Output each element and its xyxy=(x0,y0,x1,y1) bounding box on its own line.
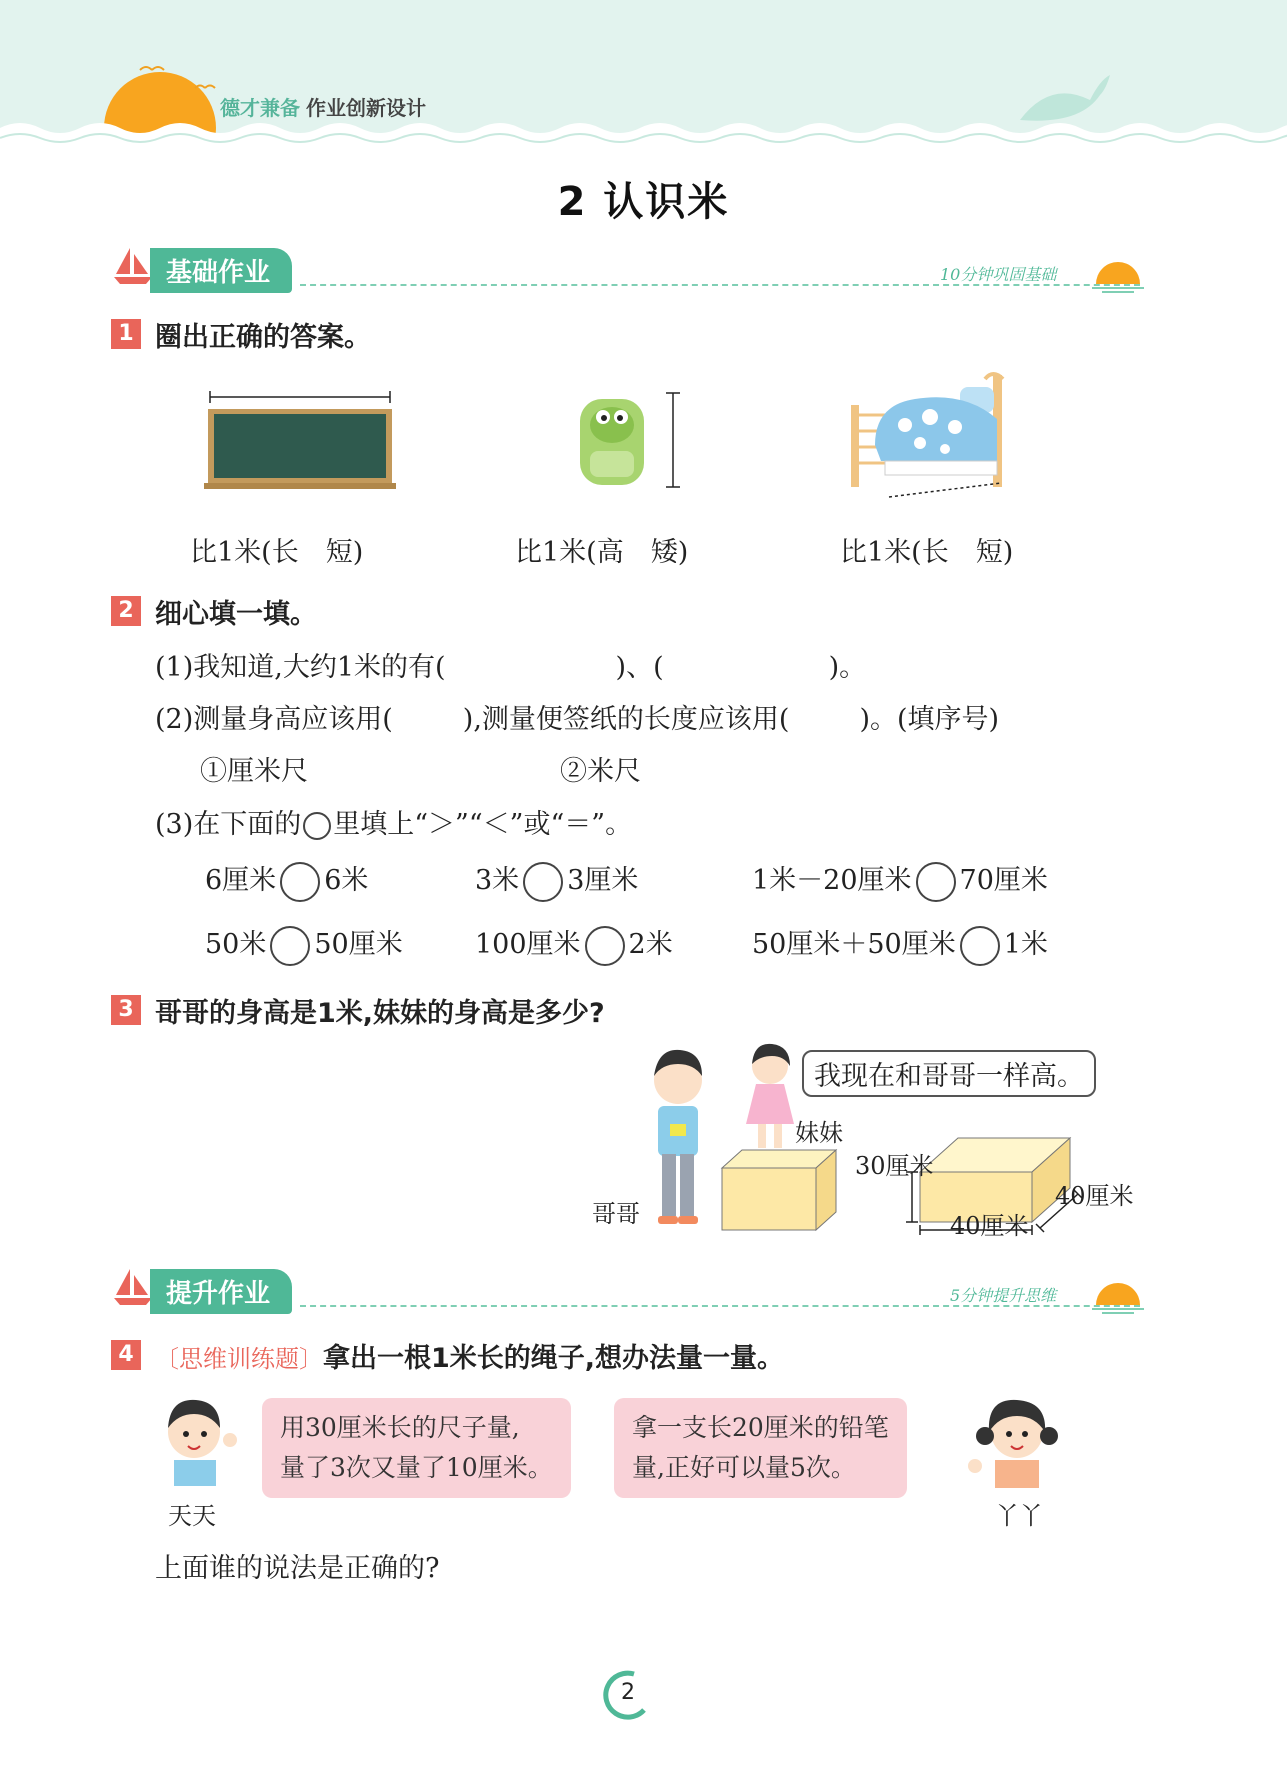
text: (2)测量身高应该用( xyxy=(155,704,393,735)
text: 2米 xyxy=(628,929,673,960)
speech-bubble xyxy=(802,1050,1096,1097)
text: 1米－20厘米 xyxy=(752,865,912,896)
section-advanced-label: 提升作业 xyxy=(150,1269,292,1314)
fill-line-2 xyxy=(155,697,999,736)
blackboard-image xyxy=(200,385,400,490)
bird-icon xyxy=(140,67,164,70)
text: 50米 xyxy=(205,929,267,960)
option-ruler-cm: ①厘米尺 xyxy=(200,756,308,787)
text: 50厘米＋50厘米 xyxy=(752,929,956,960)
speech-bubble-tiantian xyxy=(262,1398,571,1498)
text: 50厘米 xyxy=(314,929,403,960)
name-yaya: 丫丫 xyxy=(995,1502,1043,1530)
answer-option-2[interactable]: 比1米(高 矮) xyxy=(515,537,689,568)
question-number: 3 xyxy=(111,995,141,1025)
box-width-label: 40厘米 xyxy=(950,1212,1029,1240)
comparison xyxy=(475,858,638,902)
name-tiantian: 天天 xyxy=(168,1502,216,1530)
section-basic-label: 基础作业 xyxy=(150,248,292,293)
text: 拿出一根1米长的绳子,想办法量一量。 xyxy=(323,1343,785,1374)
text: 里填上“＞”“＜”或“＝”。 xyxy=(333,809,633,840)
answer-option-1[interactable]: 比1米(长 短) xyxy=(190,537,364,568)
section-basic-hint: 10分钟巩固基础 xyxy=(940,265,1057,284)
question-number: 4 xyxy=(111,1340,141,1370)
fill-line-1 xyxy=(155,645,866,684)
text: 3米 xyxy=(475,865,520,896)
question-text xyxy=(155,1336,784,1375)
section-advanced-hint: 5分钟提升思维 xyxy=(950,1286,1057,1305)
backpack-image xyxy=(570,385,690,495)
speech-text: 我现在和哥哥一样高。 xyxy=(814,1061,1084,1092)
text: 70厘米 xyxy=(959,865,1048,896)
comparison xyxy=(475,922,673,966)
question-number: 2 xyxy=(111,596,141,626)
text: )、( xyxy=(615,652,664,683)
text: 6厘米 xyxy=(205,865,277,896)
question-text: 圈出正确的答案。 xyxy=(155,322,371,353)
box-depth-label: 40厘米 xyxy=(1055,1182,1134,1210)
sunset-icon xyxy=(1092,1275,1144,1315)
answer-circle[interactable] xyxy=(585,926,625,966)
text: (1)我知道,大约1米的有( xyxy=(155,652,446,683)
whale-icon xyxy=(1020,75,1110,121)
text: )。(填序号) xyxy=(859,704,1000,735)
comparison xyxy=(205,858,368,902)
bubble-line: 量了3次又量了10厘米。 xyxy=(280,1453,553,1482)
question-tag: 〔思维训练题〕 xyxy=(155,1345,323,1373)
bubble-line: 量,正好可以量5次。 xyxy=(632,1453,856,1482)
answer-circle[interactable] xyxy=(960,926,1000,966)
page-title: 2 认识米 xyxy=(557,179,730,225)
comparison xyxy=(752,922,1048,966)
text: (3)在下面的 xyxy=(155,809,302,840)
bubble-line: 拿一支长20厘米的铅笔 xyxy=(632,1413,889,1442)
question-text: 细心填一填。 xyxy=(155,599,317,630)
comparison xyxy=(205,922,403,966)
box-height-label: 30厘米 xyxy=(855,1152,934,1180)
bubble-line: 用30厘米长的尺子量, xyxy=(280,1413,520,1442)
text: 1米 xyxy=(1003,929,1048,960)
comparison xyxy=(752,858,1048,902)
answer-circle[interactable] xyxy=(523,862,563,902)
question-text: 哥哥的身高是1米,妹妹的身高是多少? xyxy=(155,998,605,1029)
option-ruler-m: ②米尺 xyxy=(560,756,641,787)
brand xyxy=(220,92,426,121)
header-decoration xyxy=(0,0,1287,150)
brand-name: 德才兼备 xyxy=(220,96,300,120)
sunset-icon xyxy=(1092,254,1144,294)
text: 100厘米 xyxy=(475,929,581,960)
follow-up-question: 上面谁的说法是正确的? xyxy=(155,1553,440,1584)
answer-circle[interactable] xyxy=(270,926,310,966)
text: ),测量便签纸的长度应该用( xyxy=(462,704,790,735)
speech-bubble-yaya xyxy=(614,1398,907,1498)
text: 3厘米 xyxy=(567,865,639,896)
sister-label: 妹妹 xyxy=(795,1119,843,1147)
brand-subtitle: 作业创新设计 xyxy=(306,96,426,120)
brother-label: 哥哥 xyxy=(592,1200,640,1228)
bed-image xyxy=(845,365,1035,510)
boy-tiantian-figure xyxy=(150,1390,240,1490)
fill-line-3 xyxy=(155,802,632,841)
header-band xyxy=(0,0,1287,150)
page-number: 2 xyxy=(621,1680,635,1705)
answer-option-3[interactable]: 比1米(长 短) xyxy=(840,537,1014,568)
girl-yaya-figure xyxy=(965,1388,1065,1498)
circle-icon xyxy=(303,812,331,840)
text: 6米 xyxy=(324,865,369,896)
answer-circle[interactable] xyxy=(280,862,320,902)
question-number: 1 xyxy=(111,319,141,349)
answer-circle[interactable] xyxy=(916,862,956,902)
text: )。 xyxy=(828,652,867,683)
